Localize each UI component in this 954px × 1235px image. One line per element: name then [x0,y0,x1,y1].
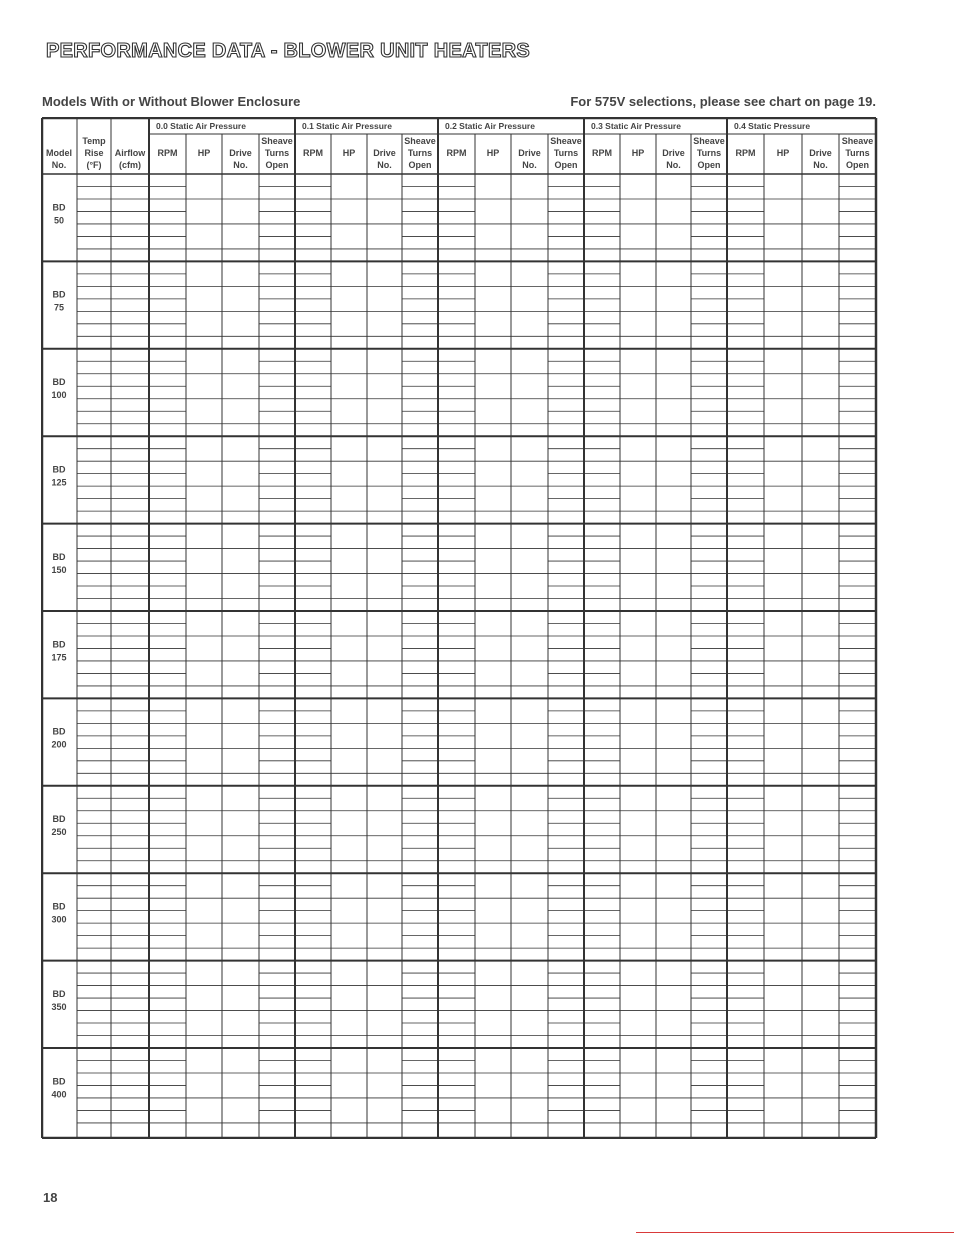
sheave-header: Open [265,160,289,170]
pressure-group-header: 0.2 Static Air Pressure [445,121,535,131]
model-prefix: BD [52,726,66,737]
drive-header: No. [377,160,392,170]
model-header: Model [46,148,72,158]
subtitle-575v-note: For 575V selections, please see chart on page 19. [570,94,876,109]
rpm-header: RPM [735,148,756,158]
rpm-header: RPM [157,148,178,158]
sheave-header: Open [845,160,870,170]
drive-header: Drive [662,148,685,158]
model-size: 75 [53,302,65,313]
subtitle-models: Models With or Without Blower Enclosure [42,94,301,109]
sheave-header: Sheave [841,136,874,146]
model-prefix: BD [52,551,66,562]
airflow-header: (cfm) [119,160,141,170]
hp-header: HP [776,148,790,158]
pressure-group-header: 0.4 Static Pressure [734,121,811,131]
drive-header: Drive [373,148,396,158]
sheave-header: Turns [407,148,433,158]
model-prefix: BD [52,289,66,300]
sheave-header: Open [408,160,432,170]
model-prefix: BD [52,1076,66,1087]
pressure-group-header: 0.0 Static Air Pressure [156,121,246,131]
hp-header: HP [631,148,645,158]
rpm-header: RPM [303,148,323,158]
temp-rise-header: Rise [84,148,104,158]
performance-table [41,117,879,1139]
model-prefix: BD [52,202,66,213]
page-number: 18 [43,1190,58,1205]
sheave-header: Sheave [404,136,436,146]
model-prefix: BD [52,988,66,999]
model-size: 400 [51,1089,67,1100]
hp-header: HP [486,148,500,158]
drive-header: No. [233,160,248,170]
drive-header: Drive [809,148,832,158]
hp-header: HP [342,148,356,158]
page-title: PERFORMANCE DATA - BLOWER UNIT HEATERS [46,40,530,62]
model-prefix: BD [52,639,66,650]
model-size: 150 [51,564,67,575]
sheave-header: Turns [264,148,290,158]
temp-rise-header: (°F) [86,160,102,170]
model-size: 350 [51,1001,67,1012]
rpm-header: RPM [446,148,467,158]
pressure-group-header: 0.3 Static Air Pressure [591,121,681,131]
sheave-header: Turns [845,148,870,158]
model-prefix: BD [52,464,66,475]
drive-header: No. [666,160,681,170]
model-prefix: BD [52,814,66,825]
model-size: 200 [51,739,67,750]
drive-header: Drive [518,148,541,158]
sheave-header: Sheave [693,136,725,146]
model-prefix: BD [52,901,66,912]
temp-rise-header: Temp [82,136,106,146]
sheave-header: Open [554,160,578,170]
model-size: 250 [51,827,67,838]
airflow-header: Airflow [114,148,146,158]
pressure-group-header: 0.1 Static Air Pressure [302,121,392,131]
drive-header: No. [522,160,537,170]
sheave-header: Turns [696,148,722,158]
sheave-header: Open [697,160,721,170]
sheave-header: Turns [553,148,579,158]
sheave-header: Sheave [550,136,582,146]
drive-header: Drive [229,148,252,158]
model-size: 125 [51,477,67,488]
footer-rule [636,1232,954,1233]
model-prefix: BD [52,377,66,388]
hp-header: HP [197,148,211,158]
model-size: 100 [51,390,67,401]
model-size: 175 [51,652,67,663]
sheave-header: Sheave [261,136,293,146]
model-size: 50 [53,215,65,226]
drive-header: No. [813,160,828,170]
rpm-header: RPM [592,148,612,158]
model-size: 300 [51,914,67,925]
model-header: No. [51,160,67,170]
